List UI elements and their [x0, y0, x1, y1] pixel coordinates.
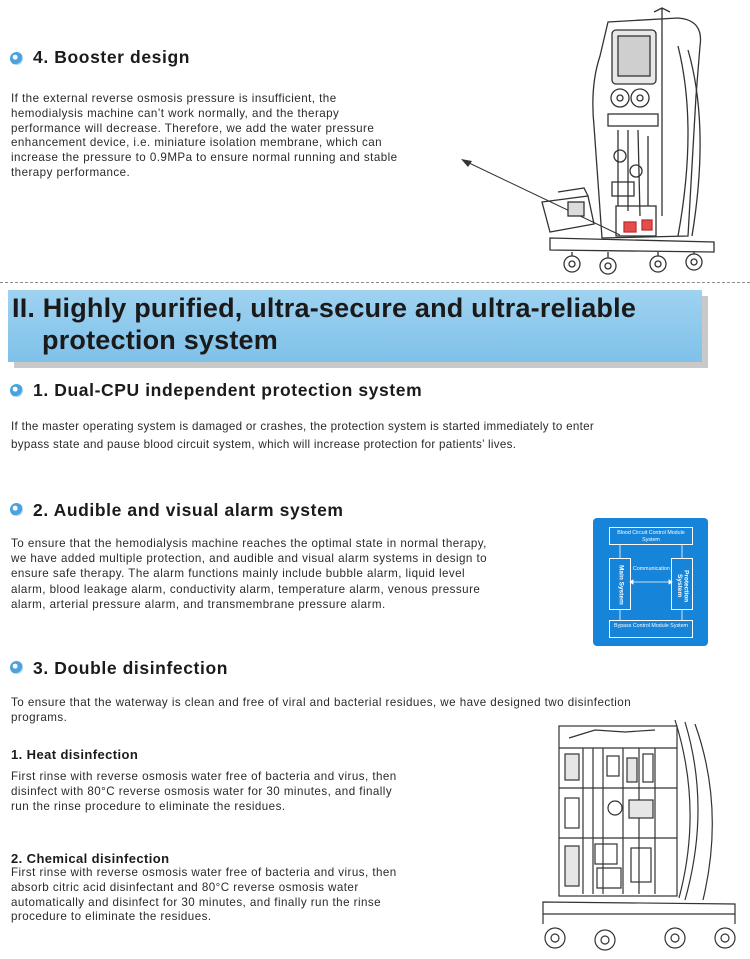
diagram-arrows	[593, 518, 708, 646]
protection-system-diagram	[593, 518, 708, 646]
diagram-left-box: Main System	[609, 558, 631, 610]
heat-disinfection-title: 1. Heat disinfection	[11, 747, 139, 762]
dual-cpu-text: If the master operating system is damaged or crashes, the protection system is started immediately to enter bypass state and pause blood circuit system, which will increase protection for patients’ lives.	[11, 420, 595, 451]
diagram-right-box: Protection System	[671, 558, 693, 610]
heat-disinfection-text: First rinse with reverse osmosis water free of bacteria and virus, then disinfect with 80°C reverse osmosis water for 30 minutes, and finally run the rinse procedure to eliminate the residues.	[11, 770, 397, 813]
section-bullet-icon	[10, 661, 23, 674]
alarm-text: To ensure that the hemodialysis machine reaches the optimal state in normal therapy, we have added multiple protection, and audible and visual alarm systems in design to ensure safe therapy. The alarm functions mainly include bubble alarm, liquid level alarm, blood leakage alarm, conductivity alarm, temperature alarm, venous pressure alarm, arterial pressure alarm, and transmembrane pressure alarm.	[11, 537, 488, 611]
section-divider	[0, 282, 750, 283]
banner-title-line1: II. Highly purified, ultra-secure and ultra-reliable	[12, 293, 637, 323]
machine-internal-waterway-illustration	[535, 718, 745, 954]
diagram-bottom-box: Bypass Control Module System	[609, 620, 693, 638]
alarm-title: 2. Audible and visual alarm system	[33, 500, 344, 520]
booster-title: 4. Booster design	[33, 47, 191, 67]
dual-cpu-title: 1. Dual-CPU independent protection system	[33, 380, 423, 400]
section-bullet-icon	[10, 503, 23, 516]
banner-title-line2: protection system	[42, 325, 278, 355]
section-bullet-icon	[10, 52, 23, 65]
chemical-disinfection-title: 2. Chemical disinfection	[11, 851, 170, 866]
section-banner	[8, 290, 702, 362]
disinfection-intro: To ensure that the waterway is clean and free of viral and bacterial residues, we have designed two disinfection programs.	[11, 696, 632, 724]
hemodialysis-machine-illustration	[528, 6, 740, 278]
booster-text: If the external reverse osmosis pressure is insufficient, the hemodialysis machine can’t work normally, and the therapy performance will decrease. Therefore, we add the water pressure enhancement device, i.e. miniature isolation membrane, which can increase the pressure to 0.9MPa to ensure normal running and stable therapy performance.	[11, 92, 398, 179]
disinfection-title: 3. Double disinfection	[33, 658, 229, 678]
section-bullet-icon	[10, 384, 23, 397]
diagram-center-label: Communication	[633, 566, 670, 572]
chemical-disinfection-text: First rinse with reverse osmosis water free of bacteria and virus, then absorb citric acid disinfectant and 80°C reverse osmosis water automatically and disinfect for 30 minutes, and finally run the rinse procedure to eliminate the residues.	[11, 866, 397, 924]
diagram-top-box: Blood Circuit Control Module System	[609, 527, 693, 545]
